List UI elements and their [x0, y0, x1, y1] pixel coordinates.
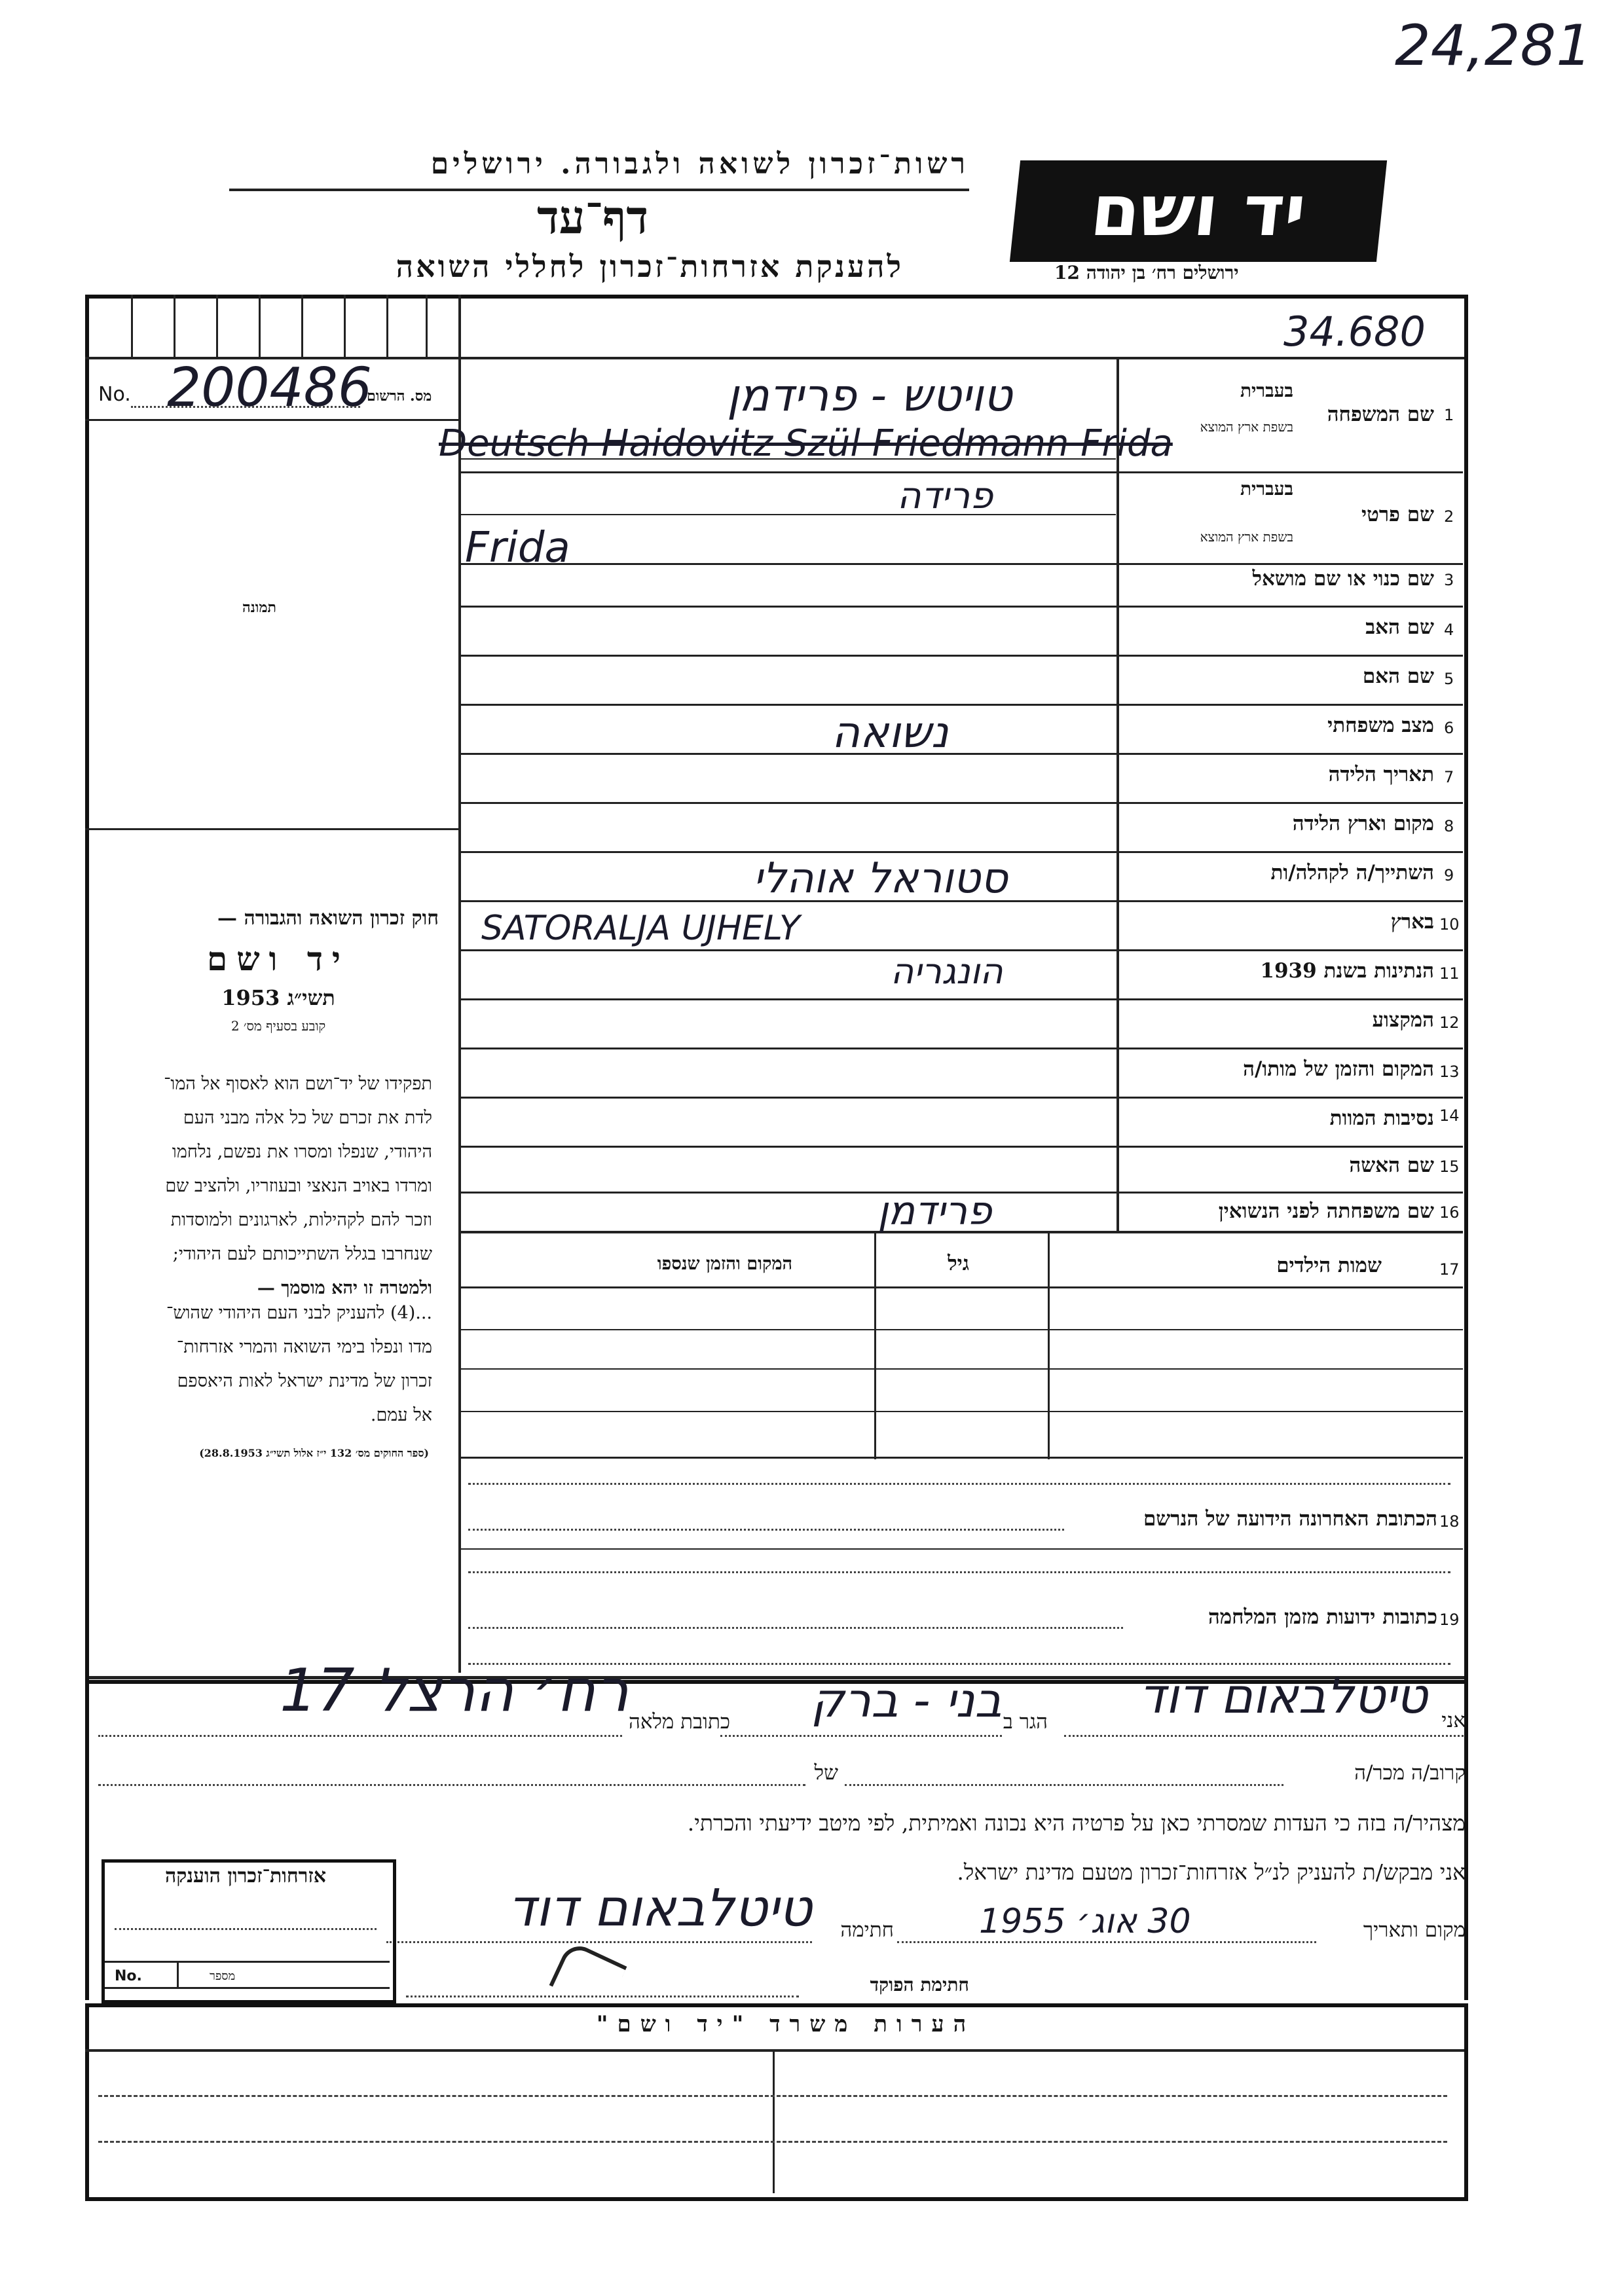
resides-label: הגר ב	[1003, 1710, 1048, 1734]
children-age-header: גיל	[948, 1252, 969, 1275]
field-1-sub2: בשפת ארץ המוצא	[1200, 419, 1293, 435]
field-18-num: 18	[1439, 1512, 1460, 1531]
maiden-name-value: פרידמן	[877, 1188, 992, 1234]
yad-vashem-logo	[1010, 160, 1387, 262]
law-line: אל עמם.	[370, 1405, 432, 1425]
field-16-label: שם משפחתה לפני הנשואין	[1218, 1199, 1434, 1223]
field-6-num: 6	[1444, 719, 1454, 737]
field-6-label: מצב משפחתי	[1327, 714, 1434, 737]
law-line: לדת את זכרם של כל אלה מבני העם	[183, 1108, 432, 1128]
field-1-num: 1	[1444, 406, 1454, 424]
field-8-label: מקום וארץ הלידה	[1292, 812, 1434, 835]
address-line: ירושלים רח׳ בן יהודה 12	[1054, 262, 1239, 283]
reg-label: מס. הרשום	[367, 388, 432, 405]
surname-foreign-value: Deutsch Haidovitz Szül Friedmann Frida	[439, 422, 1173, 465]
law-line: זכרון של מדינת ישראל לאות היאספם	[177, 1371, 432, 1391]
law-line: ...(4) להעניק לבני העם היהודי שהוש־	[166, 1303, 432, 1323]
field-7-label: תאריך הלידה	[1328, 763, 1434, 786]
archive-number: 24,281	[1395, 13, 1592, 79]
ani-label: אני	[1441, 1709, 1466, 1732]
field-4-label: שם האב	[1365, 615, 1434, 639]
field-19-num: 19	[1439, 1611, 1460, 1629]
field-10-num: 10	[1439, 915, 1460, 934]
field-1-label: שם המשפחה	[1327, 403, 1434, 426]
surname-hebrew-value: טויטש - פרידמן	[727, 370, 1012, 422]
law-name: יד ושם	[207, 939, 350, 978]
field-2-label: שם פרטי	[1361, 503, 1434, 526]
field-7-num: 7	[1444, 768, 1454, 786]
law-line: וזכר להם לקהילות, לארגונים ולמוסדות	[170, 1210, 432, 1230]
marital-status-value: נשואה	[832, 707, 949, 757]
children-names-header: שמות הילדים	[1276, 1254, 1382, 1277]
field-11-num: 11	[1439, 964, 1460, 983]
statement-text: מצהיר/ה בזה כי העדות שמסרתי כאן על פרטיה היא נכונה ואמיתית, לפי מיטב ידיעתי והכרתי.	[687, 1810, 1466, 1836]
field-13-num: 13	[1439, 1063, 1460, 1081]
field-9-label: השתייך/ה לקהלה/ות	[1270, 861, 1434, 884]
field-19-label: כתובות ידועות מזמן המלחמה	[1208, 1605, 1437, 1629]
photo-label: תמונה	[242, 599, 276, 616]
law-body	[164, 1067, 432, 1305]
relative-label: קרוב/ה מכר/ה	[1354, 1761, 1466, 1785]
law-body-2	[166, 1296, 432, 1432]
field-15-num: 15	[1439, 1157, 1460, 1176]
city-value: בני - ברק	[811, 1673, 1002, 1728]
field-2-num: 2	[1444, 507, 1454, 526]
request-text: אני מבקש/ת להעניק לנ״ל אזרחות־זכרון מטעם מדינת ישראל.	[957, 1859, 1466, 1885]
field-4-num: 4	[1444, 621, 1454, 639]
top-number: 34.680	[1283, 308, 1426, 355]
field-12-label: המקצוע	[1372, 1008, 1434, 1032]
reg-no-value: 200486	[167, 357, 373, 419]
field-15-label: שם האשה	[1349, 1154, 1434, 1177]
field-12-num: 12	[1439, 1013, 1460, 1032]
box-no-label: No.	[115, 1968, 142, 1984]
children-place-header: המקום והזמן שנספו	[657, 1254, 792, 1274]
law-section: קובע בסעיף מס׳ 2	[231, 1018, 326, 1034]
signature-value: טיטלבאום דוד	[507, 1879, 812, 1938]
field-3-label: שם כנוי או שם מושאל	[1252, 567, 1434, 591]
field-17-num: 17	[1439, 1260, 1460, 1279]
field-5-num: 5	[1444, 670, 1454, 688]
reg-no-label: No.	[98, 383, 131, 406]
field-1-sub1: בעברית	[1240, 380, 1293, 401]
official-signature-label: חתימת הפוקד	[870, 1974, 969, 1995]
field-14-num: 14	[1439, 1106, 1460, 1125]
law-line: היהודי, שנפלו ומסרו את נפשם, נלחמו	[172, 1142, 432, 1162]
of-label: של	[814, 1761, 838, 1785]
full-address-label: כתובת מלאה	[629, 1710, 730, 1734]
law-year: תשי״ג 1953	[221, 985, 335, 1010]
first-foreign-value: Frida	[465, 524, 570, 572]
law-citation: (ספר החוקים מס׳ 132 י״ז אלול תשי״ג 28.8.1953)	[199, 1447, 429, 1459]
citizenship-value: הונגריה	[891, 951, 1003, 992]
first-hebrew-value: פרידה	[897, 475, 993, 517]
address-value: רח׳ הרצל 17	[280, 1656, 629, 1725]
form-title: דף־עד	[536, 190, 648, 244]
field-13-label: המקום והזמן של מותו/ה	[1243, 1057, 1434, 1081]
field-5-label: שם האם	[1362, 665, 1434, 688]
law-title: חוק זכרון השואה והגבורה —	[217, 907, 439, 930]
field-14-label: נסיבות המוות	[1329, 1106, 1434, 1130]
form-subtitle: להענקת אזרחות־זכרון לחללי השואה	[396, 249, 904, 284]
field-2-sub2: בשפת ארץ המוצא	[1200, 529, 1293, 545]
field-11-label: הנתינות בשנת 1939	[1260, 959, 1434, 983]
field-10-label: בארץ	[1390, 910, 1434, 934]
field-8-num: 8	[1444, 817, 1454, 835]
community-foreign-value: SATORALJA UJHELY	[481, 909, 800, 948]
law-line: מדו ונפלו בימי השואה והמרי אזרחות־	[176, 1337, 432, 1357]
law-line: שנחרבו בגלל השתייכותם לעם היהודי;	[172, 1244, 432, 1264]
place-date-value: 30 אוג׳ 1955	[979, 1902, 1191, 1941]
ani-value: טיטלבאום דוד	[1139, 1668, 1428, 1724]
field-9-num: 9	[1444, 866, 1454, 884]
authority-name: רשות־זכרון לשואה ולגבורה. ירושלים	[430, 147, 969, 181]
signature-label: חתימה	[840, 1918, 894, 1942]
law-line: תפקידו של יד־ושם הוא לאסוף אל המו־	[164, 1074, 432, 1094]
law-line: ולמטרה זו יהא מוסמך —	[257, 1278, 432, 1298]
community-value: סטוראל אוהלי	[753, 854, 1008, 903]
field-3-num: 3	[1444, 571, 1454, 589]
law-line: ומרדו באויב הנאצי ובעוזריו, ולהציב שם	[165, 1176, 432, 1196]
box-number-label: מספר	[210, 1969, 236, 1983]
remarks-title: הערות משרד "יד ושם"	[596, 2011, 976, 2037]
box-title: אזרחות־זכרון הוענקה	[164, 1865, 327, 1887]
field-18-label: הכתובת האחרונה הידועה של הנרשם	[1143, 1507, 1437, 1531]
logo-text: יד ושם	[1086, 170, 1310, 252]
field-2-sub1: בעברית	[1240, 478, 1293, 500]
field-16-num: 16	[1439, 1203, 1460, 1222]
place-date-label: מקום ותאריך	[1363, 1918, 1466, 1942]
